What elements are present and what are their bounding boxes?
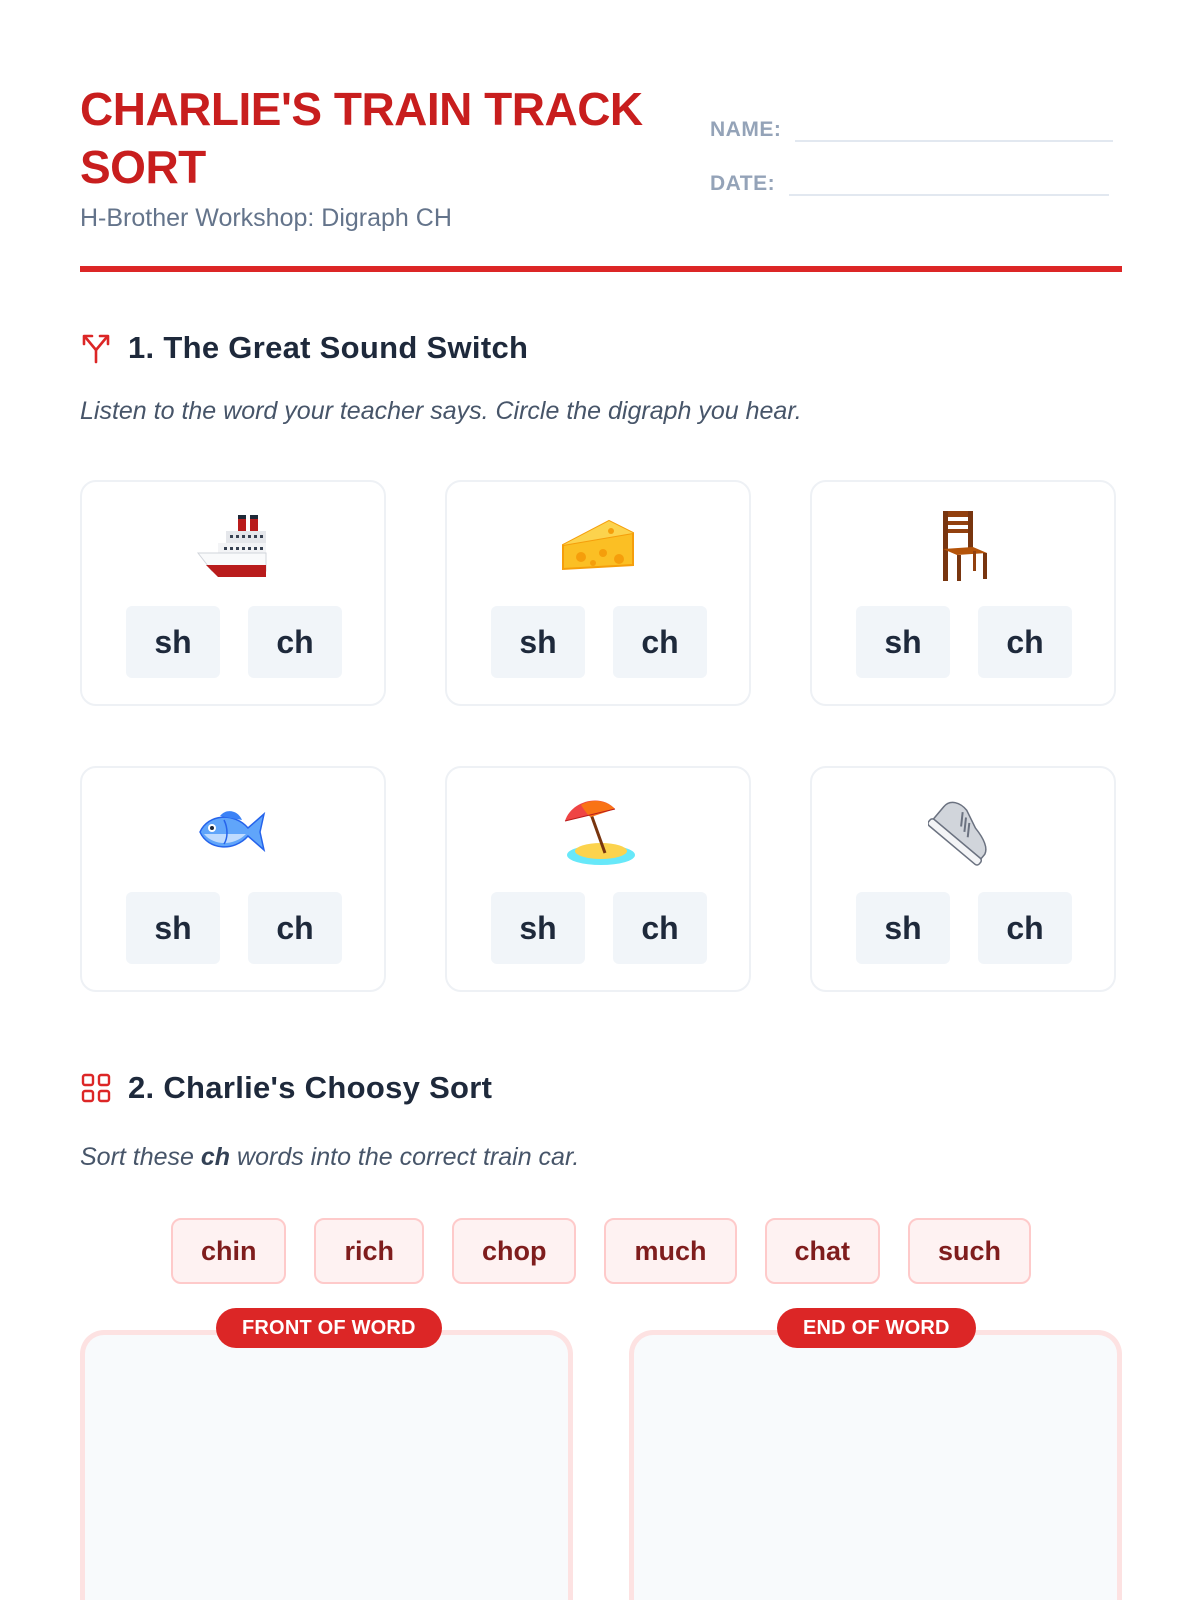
page-title: CHARLIE'S TRAIN TRACK SORT [80,83,643,193]
date-field[interactable] [710,172,1109,196]
section2-heading [80,1070,492,1106]
section1-title: 1. The Great Sound Switch [128,330,529,365]
option-sh[interactable]: sh [856,606,950,678]
option-sh[interactable]: sh [491,892,585,964]
section2-instructions [80,1143,579,1172]
picture-card [445,766,751,992]
option-ch[interactable]: ch [248,606,342,678]
end-of-word-label: END OF WORD [777,1308,976,1348]
name-label: NAME: [710,118,782,141]
shoe-icon [812,792,1114,872]
instructions-text: words into the correct train car. [230,1143,580,1171]
instructions-digraph: ch [200,1143,231,1171]
section2-title: 2. Charlie's Choosy Sort [128,1070,493,1105]
chair-icon [812,506,1114,586]
name-line[interactable] [795,118,1113,142]
end-of-word-box[interactable] [629,1330,1122,1600]
option-sh[interactable]: sh [856,892,950,964]
word-chip[interactable]: chin [171,1218,287,1284]
word-chip[interactable]: much [604,1218,736,1284]
front-of-word-label: FRONT OF WORD [216,1308,442,1348]
grid-icon [80,1072,112,1104]
instructions-text: Sort these [80,1143,201,1171]
option-ch[interactable]: ch [613,892,707,964]
name-field[interactable] [710,118,1113,142]
section1-heading [80,330,528,366]
word-chip[interactable]: such [908,1218,1031,1284]
date-line[interactable] [789,172,1109,196]
picture-card [80,766,386,992]
front-of-word-box[interactable] [80,1330,573,1600]
word-chip[interactable]: chat [765,1218,881,1284]
page-subtitle: H-Brother Workshop: Digraph CH [80,204,452,232]
option-ch[interactable]: ch [248,892,342,964]
picture-card [810,766,1116,992]
option-ch[interactable]: ch [978,606,1072,678]
option-ch[interactable]: ch [978,892,1072,964]
picture-card [810,480,1116,706]
option-sh[interactable]: sh [126,606,220,678]
split-arrow-icon [80,332,112,364]
cheese-icon [447,506,749,586]
date-label: DATE: [710,172,776,195]
ship-icon [82,506,384,586]
word-bank [80,1218,1122,1284]
header-divider [80,266,1122,272]
option-sh[interactable]: sh [126,892,220,964]
section1-instructions: Listen to the word your teacher says. Circle the digraph you hear. [80,397,802,425]
picture-card [445,480,751,706]
word-chip[interactable]: chop [452,1218,577,1284]
picture-card [80,480,386,706]
fish-icon [82,792,384,872]
option-sh[interactable]: sh [491,606,585,678]
option-ch[interactable]: ch [613,606,707,678]
word-chip[interactable]: rich [314,1218,424,1284]
beach-umbrella-icon [447,792,749,872]
